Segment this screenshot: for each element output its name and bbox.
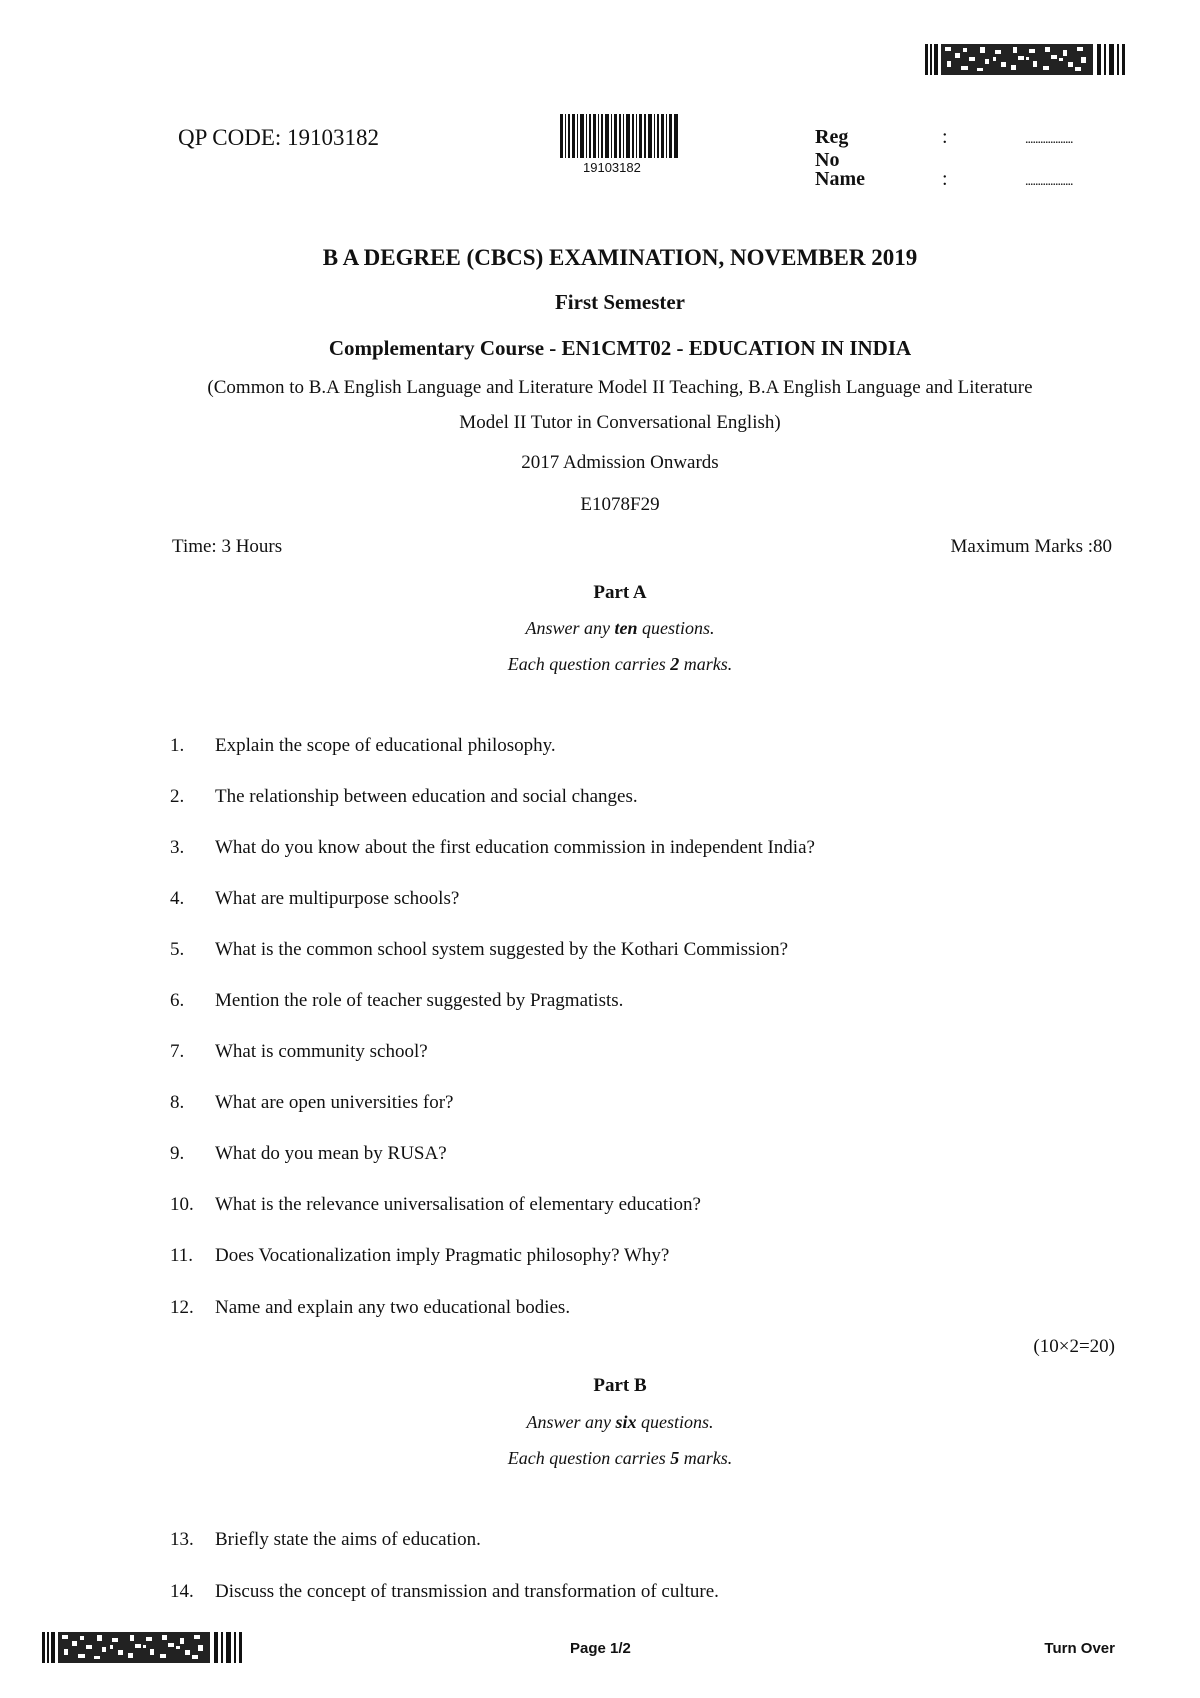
question-number: 13. <box>170 1529 194 1550</box>
question-number: 12. <box>170 1297 194 1318</box>
qp-barcode <box>560 114 678 158</box>
part-b-carries <box>0 1448 1200 1469</box>
part-a-carries-pre: Each question carries <box>507 654 671 674</box>
common-line-1: (Common to B.A English Language and Literature Model II Teaching, B.A English Language and Literature <box>207 377 1033 398</box>
question-number: 9. <box>170 1143 185 1164</box>
question-number: 2. <box>170 786 185 807</box>
question-number: 1. <box>170 735 185 756</box>
part-b-instruction-count: six <box>615 1412 637 1432</box>
part-b-carries-post: marks. <box>679 1448 733 1468</box>
part-a-marks: (10×2=20) <box>1033 1336 1115 1357</box>
semester: First Semester <box>554 290 686 314</box>
name-label: Name <box>815 168 865 190</box>
name-field: ................... <box>1025 174 1073 189</box>
question-number: 4. <box>170 888 185 909</box>
question-number: 3. <box>170 837 185 858</box>
exam-code: E1078F29 <box>580 494 660 515</box>
question-text: Mention the role of teacher suggested by Pragmatists. <box>215 990 624 1011</box>
question-number: 7. <box>170 1041 185 1062</box>
question-number: 11. <box>170 1245 194 1266</box>
question-number: 5. <box>170 939 185 960</box>
part-b-carries-pre: Each question carries <box>507 1448 671 1468</box>
part-a-heading: Part A <box>593 582 647 603</box>
reg-no-field: ................... <box>1025 132 1073 147</box>
question-text: What do you mean by RUSA? <box>215 1143 447 1164</box>
bottom-left-barcode <box>42 1632 247 1663</box>
question-text: Discuss the concept of transmission and transformation of culture. <box>215 1581 719 1602</box>
question-number: 14. <box>170 1581 194 1602</box>
page-number: Page 1/2 <box>570 1640 631 1657</box>
reg-no-colon: : <box>942 126 948 148</box>
part-a-instruction <box>0 618 1200 639</box>
part-b-instruction-post: questions. <box>636 1412 714 1432</box>
part-a-carries <box>0 654 1200 675</box>
admission: 2017 Admission Onwards <box>521 452 719 473</box>
question-text: What are open universities for? <box>215 1092 454 1113</box>
question-text: Explain the scope of educational philosophy. <box>215 735 556 756</box>
time-allowed: Time: 3 Hours <box>172 536 283 557</box>
reg-no-label: Reg No <box>815 126 849 171</box>
question-text: What is the relevance universalisation of elementary education? <box>215 1194 701 1215</box>
question-text: The relationship between education and social changes. <box>215 786 638 807</box>
question-text: Briefly state the aims of education. <box>215 1529 481 1550</box>
part-b-heading: Part B <box>593 1375 647 1396</box>
part-a-instruction-pre: Answer any <box>525 618 615 638</box>
part-a-carries-post: marks. <box>679 654 733 674</box>
exam-title: B A DEGREE (CBCS) EXAMINATION, NOVEMBER 2019 <box>322 245 918 270</box>
part-a-carries-marks: 2 <box>670 654 680 674</box>
part-b-carries-marks: 5 <box>670 1448 680 1468</box>
barcode-number: 19103182 <box>583 160 641 175</box>
question-number: 8. <box>170 1092 185 1113</box>
part-b-instruction <box>0 1412 1200 1433</box>
top-right-barcode <box>925 44 1130 75</box>
qp-code: QP CODE: 19103182 <box>178 125 380 150</box>
part-a-instruction-count: ten <box>614 618 638 638</box>
turn-over: Turn Over <box>1044 1640 1115 1657</box>
question-number: 6. <box>170 990 185 1011</box>
part-a-instruction-post: questions. <box>637 618 715 638</box>
name-colon: : <box>942 168 948 190</box>
course-title: Complementary Course - EN1CMT02 - EDUCATION IN INDIA <box>328 336 912 360</box>
question-text: Name and explain any two educational bodies. <box>215 1297 571 1318</box>
question-text: What do you know about the first education commission in independent India? <box>215 837 815 858</box>
question-text: What are multipurpose schools? <box>215 888 460 909</box>
question-text: What is community school? <box>215 1041 428 1062</box>
part-b-instruction-pre: Answer any <box>526 1412 616 1432</box>
maximum-marks: Maximum Marks :80 <box>950 536 1112 557</box>
question-text: What is the common school system suggested by the Kothari Commission? <box>215 939 789 960</box>
question-text: Does Vocationalization imply Pragmatic philosophy? Why? <box>215 1245 670 1266</box>
common-line-2: Model II Tutor in Conversational English) <box>459 412 781 433</box>
question-number: 10. <box>170 1194 194 1215</box>
